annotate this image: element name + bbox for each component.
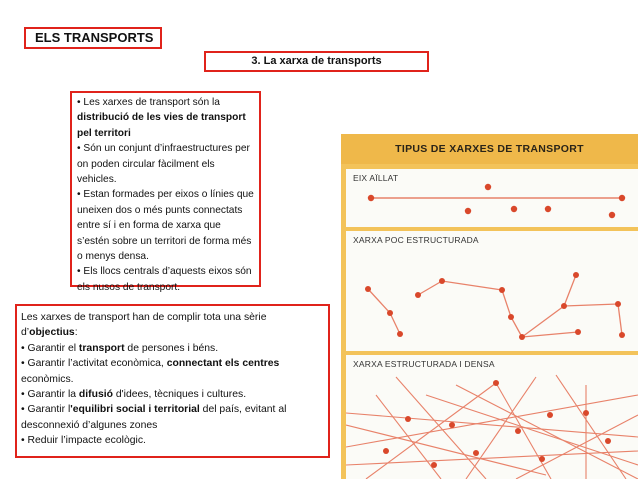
panel-poor-network: [346, 231, 638, 351]
network-link: [502, 290, 522, 337]
network-link: [368, 289, 400, 334]
network-node: [493, 380, 499, 386]
network-link: [376, 395, 441, 479]
network-node: [431, 462, 437, 468]
network-node: [439, 278, 445, 284]
network-node: [485, 184, 491, 190]
network-link: [564, 275, 576, 306]
network-node: [449, 422, 455, 428]
definition-point-2: • Són un conjunt d’infraestructures per on poden circular fàcilment els vehicles.: [77, 143, 250, 186]
definition-point-3: • Estan formades per eixos o línies que uneixen dos o més punts connectats entre sí i en forma de xarxa que s’estén sobre un territori de forma més o menys densa.: [77, 189, 254, 263]
network-node: [499, 287, 505, 293]
panel-label-poor-network: XARXA POC ESTRUCTURADA: [353, 235, 479, 245]
objectives-intro: Les xarxes de transport han de complir tota una sèrie d’objectius:: [21, 312, 267, 339]
definition-point-4: • Els llocs centrals d’aquests eixos són els nusos de transport.: [77, 266, 252, 293]
network-node: [508, 314, 514, 320]
network-node: [561, 303, 567, 309]
definition-box: [70, 91, 261, 293]
network-node: [465, 208, 471, 214]
network-node: [605, 438, 611, 444]
dense-network-diagram: [346, 355, 638, 479]
network-node: [405, 416, 411, 422]
network-node: [547, 412, 553, 418]
network-node: [519, 334, 525, 340]
objective-2: • Garantir l’activitat econòmica, connectant els centres econòmics.: [21, 358, 280, 385]
network-node: [619, 332, 625, 338]
network-node: [515, 428, 521, 434]
network-types-figure: [341, 134, 638, 479]
page-title: ELS TRANSPORTS: [35, 30, 154, 45]
network-link: [346, 395, 638, 447]
objectives-box: [15, 304, 330, 458]
network-node: [583, 410, 589, 416]
network-link: [346, 451, 638, 465]
network-node: [615, 301, 621, 307]
network-node: [609, 212, 615, 218]
network-node: [473, 450, 479, 456]
network-node: [511, 206, 517, 212]
network-link: [456, 385, 638, 479]
network-node: [573, 272, 579, 278]
network-node: [539, 456, 545, 462]
network-link: [564, 304, 618, 306]
network-node: [415, 292, 421, 298]
network-node: [397, 331, 403, 337]
definition-point-1: • Les xarxes de transport són la distribució de les vies de transport pel territori: [77, 97, 246, 139]
network-node: [383, 448, 389, 454]
title-box: [24, 27, 162, 49]
panel-isolated-axis: [346, 169, 638, 227]
network-node: [619, 195, 625, 201]
network-link: [418, 281, 502, 295]
objective-5: • Reduir l’impacte ecològic.: [21, 435, 146, 447]
network-node: [368, 195, 374, 201]
panel-label-dense-network: XARXA ESTRUCTURADA I DENSA: [353, 359, 495, 369]
figure-title: TIPUS DE XARXES DE TRANSPORT: [341, 134, 638, 164]
objective-4: • Garantir l'equilibri social i territorial del país, evitant al desconnexió d’algunes zones: [21, 404, 287, 431]
network-link: [618, 304, 622, 335]
network-node: [575, 329, 581, 335]
network-link: [522, 306, 564, 337]
isolated-axis-diagram: [346, 169, 638, 227]
section-title: 3. La xarxa de transports: [251, 55, 382, 67]
poor-network-diagram: [346, 231, 638, 351]
subtitle-box: [204, 51, 429, 72]
panel-label-isolated-axis: EIX AÏLLAT: [353, 173, 399, 183]
network-node: [545, 206, 551, 212]
network-link: [396, 377, 486, 479]
panel-dense-network: [346, 355, 638, 479]
network-link: [426, 395, 638, 465]
objective-3: • Garantir la difusió d'idees, tècniques i cultures.: [21, 389, 247, 401]
network-node: [387, 310, 393, 316]
network-link: [522, 332, 578, 337]
network-node: [365, 286, 371, 292]
objective-1: • Garantir el transport de persones i béns.: [21, 342, 219, 354]
